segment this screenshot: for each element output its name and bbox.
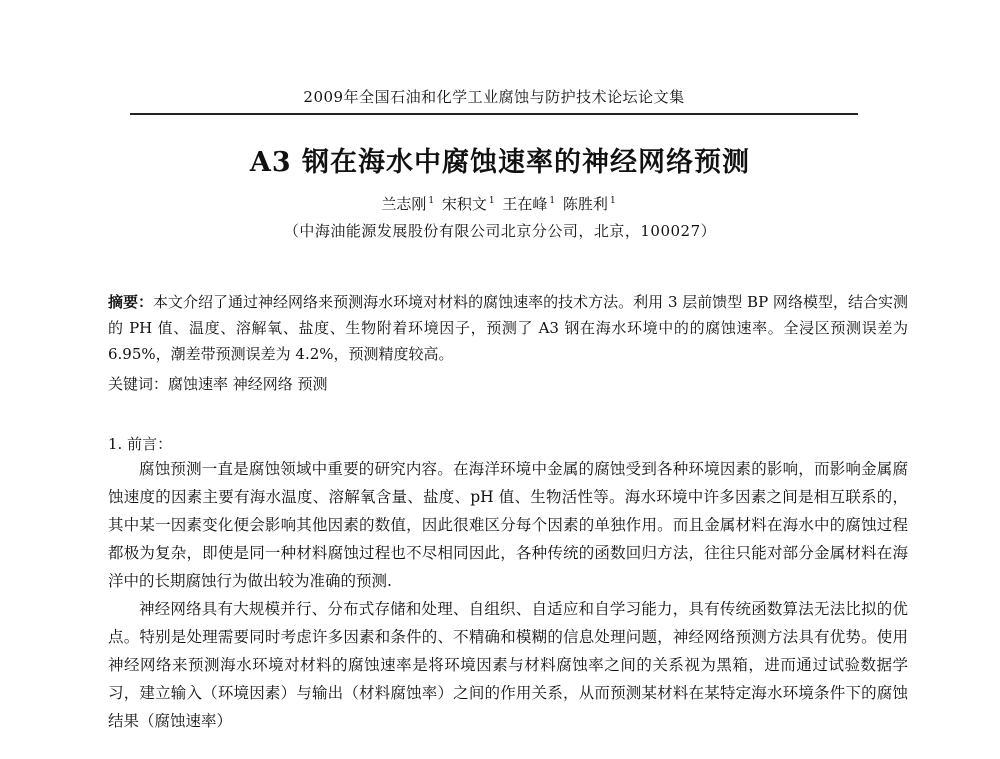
abstract <box>108 289 908 367</box>
abstract-label: 摘要： <box>108 293 154 311</box>
author-affiliation-mark: 1 <box>609 196 616 206</box>
section-heading: 1. 前言： <box>108 435 173 453</box>
author-affiliation-mark: 1 <box>428 196 435 206</box>
affiliation: （中海油能源发展股份有限公司北京分公司，北京，100027） <box>283 222 717 240</box>
author-name: 王在峰 <box>502 195 548 213</box>
author-name: 陈胜利 <box>562 195 608 213</box>
author-name: 宋积文 <box>441 195 487 213</box>
paper-title: A3 钢在海水中腐蚀速率的神经网络预测 <box>249 147 751 178</box>
author-affiliation-mark: 1 <box>488 196 495 206</box>
abstract-text: 本文介绍了通过神经网络来预测海水环境对材料的腐蚀速率的技术方法。利用 3 层前馈型 BP 网络模型，结合实测的 PH 值、温度、溶解氧、盐度、生物附着环境因子，预测了 A3 钢在海水环境中的的腐蚀速率。全浸区预测误差为 6.95%，潮差带预测误差为 4.2%，预测精度较高。 <box>108 293 908 363</box>
keywords-label: 关键词： <box>108 375 169 393</box>
section-body <box>108 455 908 735</box>
author-affiliation-mark: 1 <box>549 196 556 206</box>
author-list <box>0 193 1000 214</box>
author-name: 兰志刚 <box>381 195 427 213</box>
keywords-text: 腐蚀速率 神经网络 预测 <box>168 375 328 393</box>
body-paragraph: 神经网络具有大规模并行、分布式存储和处理、自组织、自适应和自学习能力，具有传统函数算法无法比拟的优点。特别是处理需要同时考虑许多因素和条件的、不精确和模糊的信息处理问题，神经网络预测方法具有优势。使用神经网络来预测海水环境对材料的腐蚀速率是将环境因素与材料腐蚀率之间的关系视为黑箱，进而通过试验数据学习，建立输入（环境因素）与输出（材料腐蚀率）之间的作用关系，从而预测某材料在某特定海水环境条件下的腐蚀结果（腐蚀速率） <box>108 600 908 730</box>
body-paragraph: 腐蚀预测一直是腐蚀领域中重要的研究内容。在海洋环境中金属的腐蚀受到各种环境因素的影响，而影响金属腐蚀速度的因素主要有海水温度、溶解氧含量、盐度、pH 值、生物活性等。海水环境中许多因素之间是相互联系的，其中某一因素变化便会影响其他因素的数值，因此很难区分每个因素的单独作用。而且金属材料在海水中的腐蚀过程都极为复杂，即使是同一种材料腐蚀过程也不尽相同因此，各种传统的函数回归方法，往往只能对部分金属材料在海洋中的长期腐蚀行为做出较为准确的预测. <box>108 460 908 590</box>
running-header: 2009年全国石油和化学工业腐蚀与防护技术论坛论文集 <box>303 88 685 106</box>
header-rule <box>130 113 858 115</box>
keywords <box>108 373 908 394</box>
